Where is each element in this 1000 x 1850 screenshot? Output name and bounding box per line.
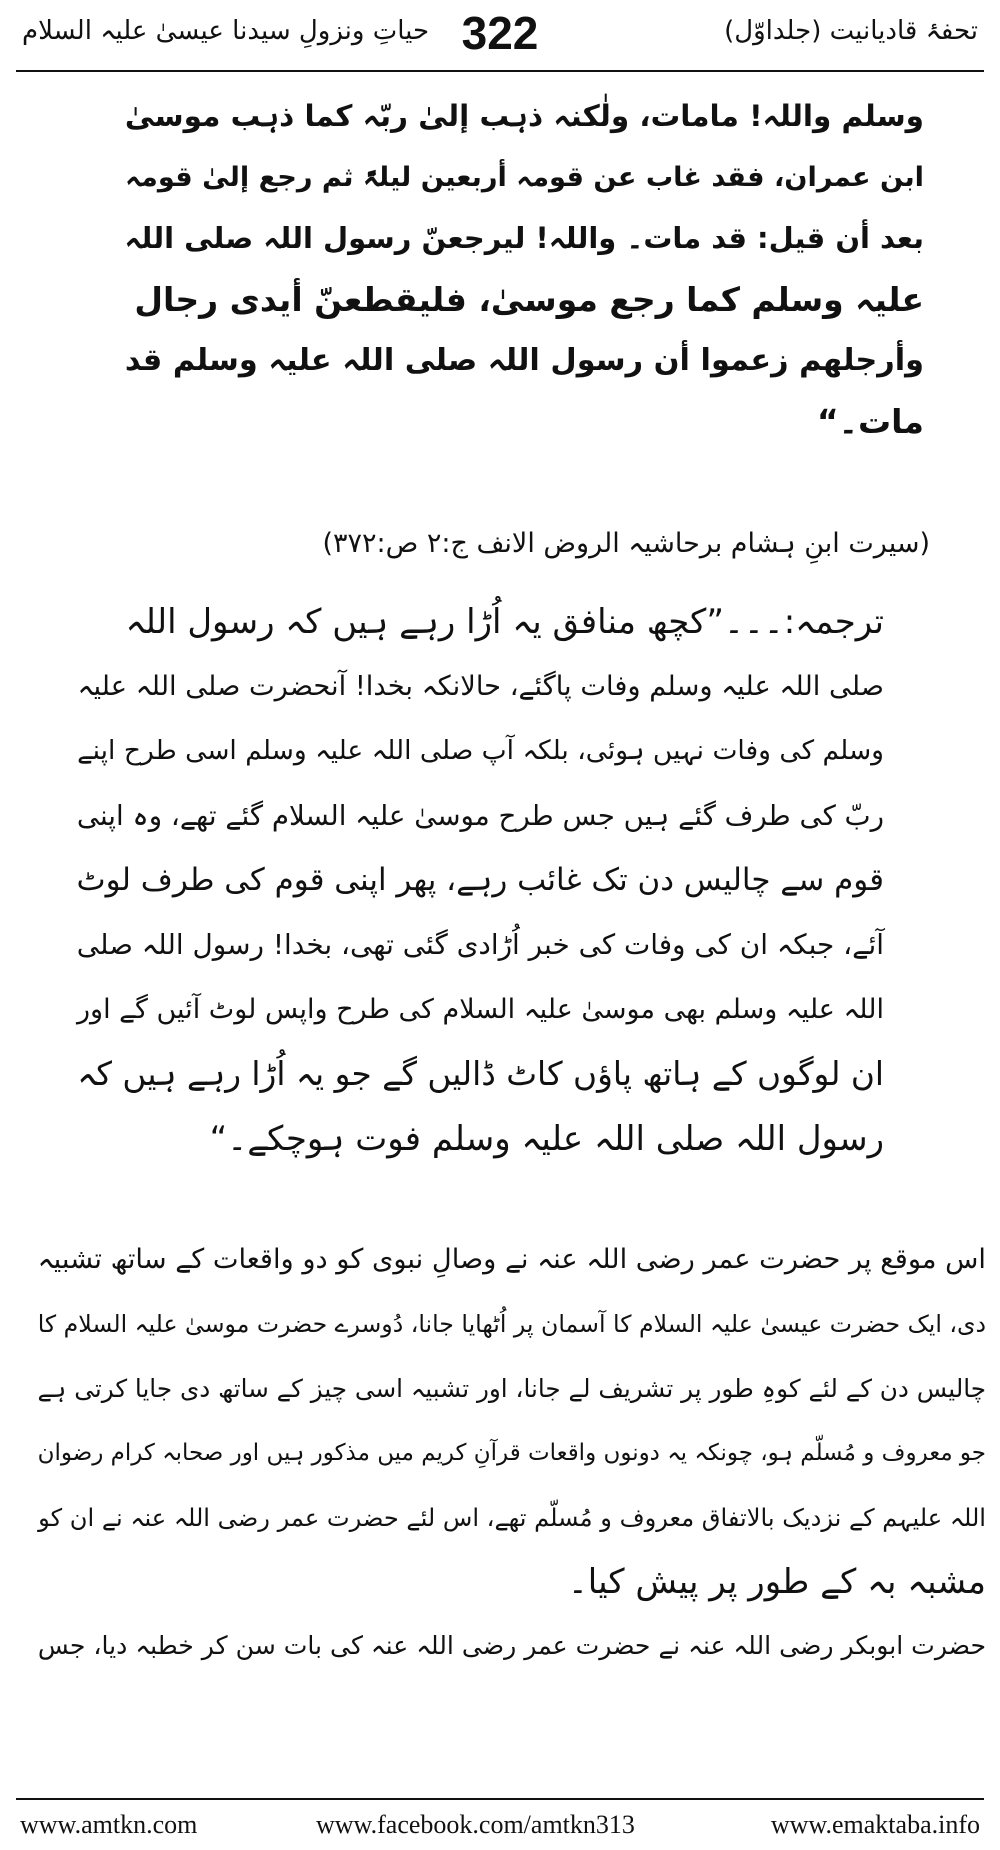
page-number: 322 bbox=[461, 7, 539, 59]
arabic-line: مات۔“ bbox=[816, 402, 924, 441]
translation-line: وسلم کی وفات نہیں ہوئی، بلکہ آپ صلی اللہ علیہ وسلم اسی طرح اپنے bbox=[77, 735, 884, 767]
translation-line: ان لوگوں کے ہاتھ پاؤں کاٹ ڈالیں گے جو یہ اُڑا رہے ہیں کہ bbox=[77, 1055, 884, 1094]
commentary-line: حضرت ابوبکر رضی اللہ عنہ نے حضرت عمر رضی اللہ عنہ کی بات سن کر خطبہ دیا، جس bbox=[37, 1631, 986, 1661]
commentary-line: اللہ علیہم کے نزدیک بالاتفاق معروف و مُسلّم تھے، اس لئے حضرت عمر رضی اللہ عنہ نے ان کو bbox=[38, 1503, 986, 1532]
chapter-title: حیاتِ ونزولِ سیدنا عیسیٰ علیہ السلام bbox=[22, 16, 430, 46]
page-footer bbox=[16, 1806, 984, 1844]
translation-line: قوم سے چالیس دن تک غائب رہے، پھر اپنی قوم کی طرف لوٹ bbox=[76, 862, 884, 899]
translation-line: ربّ کی طرف گئے ہیں جس طرح موسیٰ علیہ السلام گئے تھے، وہ اپنی bbox=[76, 798, 884, 832]
arabic-line: وأرجلھم زعموا أن رسول اللہ صلی اللہ علیہ وسلم قد bbox=[124, 343, 924, 378]
header-divider bbox=[16, 70, 984, 72]
arabic-line: علیہ وسلم کما رجع موسیٰ، فلیقطعنّ أیدی رجال bbox=[134, 280, 924, 319]
translation-line: رسول اللہ صلی اللہ علیہ وسلم فوت ہوچکے۔“ bbox=[209, 1118, 884, 1159]
footer-divider bbox=[16, 1798, 984, 1800]
arabic-line: ابن عمران، فقد غاب عن قومہ أربعین لیلۃً ثم رجع إلیٰ قومہ bbox=[125, 162, 924, 193]
page-header bbox=[16, 6, 984, 66]
translation-line: صلی اللہ علیہ وسلم وفات پاگئے، حالانکہ بخدا! آنحضرت صلی اللہ علیہ bbox=[77, 670, 884, 702]
commentary-line: مشبہ بہ کے طور پر پیش کیا۔ bbox=[567, 1562, 986, 1603]
footer-link-facebook[interactable]: www.facebook.com/amtkn313 bbox=[316, 1810, 635, 1839]
commentary-paragraph bbox=[18, 1228, 986, 1679]
commentary-line: چالیس دن کے لئے کوہِ طور پر تشریف لے جانا، اور تشبیہ اسی چیز کے ساتھ دی جایا کرتی ہے bbox=[37, 1373, 986, 1403]
translation-line: آئے، جبکہ ان کی وفات کی خبر اُڑادی گئی تھی، بخدا! رسول اللہ صلی bbox=[76, 927, 884, 961]
footer-link-emaktaba[interactable]: www.emaktaba.info bbox=[770, 1810, 980, 1839]
commentary-line: جو معروف و مُسلّم ہو، چونکہ یہ دونوں واقعات قرآنِ کریم میں مذکور ہیں اور صحابہ کرام رضوان bbox=[37, 1440, 986, 1467]
source-citation: (سیرت ابنِ ہشام برحاشیہ الروض الانف ج:۲ ص:۳۷۲) bbox=[322, 528, 930, 559]
arabic-quote bbox=[108, 86, 924, 452]
translation-line: اللہ علیہ وسلم بھی موسیٰ علیہ السلام کی طرح واپس لوٹ آئیں گے اور bbox=[77, 993, 884, 1025]
footer-link-amtkn[interactable]: www.amtkn.com bbox=[20, 1810, 198, 1839]
book-title: تحفۂ قادیانیت (جلداوّل) bbox=[724, 16, 978, 46]
translation-line: ترجمہ:۔۔۔”کچھ منافق یہ اُڑا رہے ہیں کہ رسول اللہ bbox=[125, 602, 884, 642]
commentary-line: اس موقع پر حضرت عمر رضی اللہ عنہ نے وصالِ نبوی کو دو واقعات کے ساتھ تشبیہ bbox=[37, 1244, 986, 1275]
arabic-line: وسلم واللہ! مامات، ولٰکنہ ذہب إلیٰ ربّہ کما ذہب موسیٰ bbox=[124, 99, 924, 133]
arabic-line: بعد أن قیل: قد مات۔ واللہ! لیرجعنّ رسول اللہ صلی اللہ bbox=[124, 221, 924, 255]
translation-paragraph bbox=[60, 590, 884, 1171]
commentary-line: دی، ایک حضرت عیسیٰ علیہ السلام کا آسمان پر اُٹھایا جانا، دُوسرے حضرت موسیٰ علیہ السلام کا bbox=[37, 1310, 986, 1339]
